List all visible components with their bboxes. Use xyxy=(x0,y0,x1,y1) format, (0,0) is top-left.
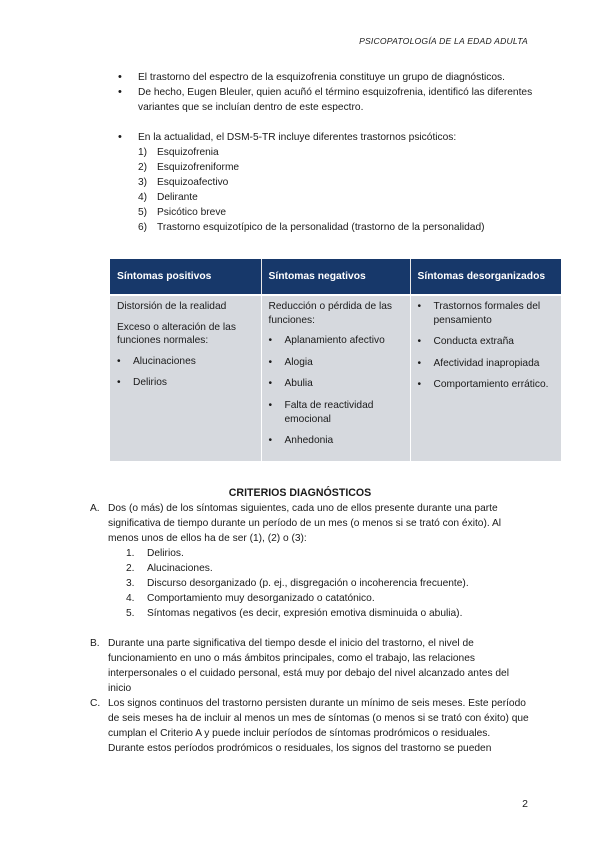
table-header-cell: Síntomas positivos xyxy=(110,259,261,295)
table-row xyxy=(110,295,561,461)
table-header-cell: Síntomas negativos xyxy=(261,259,410,295)
list-item: 3) Esquizoafectivo xyxy=(138,177,229,188)
list-item: • Trastornos formales del pensamiento xyxy=(418,300,555,327)
list-item: • Aplanamiento afectivo xyxy=(269,334,403,348)
list-item: 3. Discurso desorganizado (p. ej., disgregación o incoherencia frecuente). xyxy=(126,578,469,589)
list-item: • Alucinaciones xyxy=(117,355,254,369)
cell-text: Exceso o alteración de las funciones normales: xyxy=(117,321,236,347)
cell-text: Reducción o pérdida de las funciones: xyxy=(268,301,392,326)
list-item: 5. Síntomas negativos (es decir, expresión emotiva disminuida o abulia). xyxy=(126,608,463,619)
list-item: • Conducta extraña xyxy=(418,335,555,349)
list-item: 4. Comportamiento muy desorganizado o catatónico. xyxy=(126,593,375,604)
table-header-row xyxy=(110,259,561,295)
page-header: PSICOPATOLOGÍA DE LA EDAD ADULTA xyxy=(359,36,528,46)
symptoms-table xyxy=(110,259,561,461)
table-header-cell: Síntomas desorganizados xyxy=(410,259,561,295)
intro-bullet: • El trastorno del espectro de la esquizofrenia constituye un grupo de diagnósticos. xyxy=(118,70,538,85)
criterion-c-continuation: Durante estos períodos prodrómicos o residuales, los signos del trastorno se pueden xyxy=(108,743,492,754)
criterion-a: A. Dos (o más) de los síntomas siguientes, cada uno de ellos presente durante una parte significativa de tiempo durante un período de un mes (o menos si se trató con éxito). Al menos unos de ellos ha de ser (1), (2) o (3): 1. Delirios. 2. Alucinaciones. 3. Discurso desorganizado (p. ej., disgregación o incoherencia frecuente). 4. Comportamiento muy desorganizado o catatónico. 5. Síntomas negativos (es decir, expresión emotiva disminuida o abulia). xyxy=(90,501,530,621)
list-item: • Alogia xyxy=(269,356,403,370)
list-item: • Comportamiento errático. xyxy=(418,378,555,392)
positive-symptoms-cell xyxy=(110,295,261,461)
criterion-a-symptoms xyxy=(108,546,530,621)
negative-symptoms-cell xyxy=(261,295,410,461)
criteria-title: CRITERIOS DIAGNÓSTICOS xyxy=(228,487,372,499)
list-item: 5) Psicótico breve xyxy=(138,207,227,218)
list-item: 2. Alucinaciones. xyxy=(126,563,213,574)
intro-bullet xyxy=(118,130,538,235)
list-item: 1. Delirios. xyxy=(126,548,184,559)
intro-bullet-text: En la actualidad, el DSM-5-TR incluye diferentes trastornos psicóticos: xyxy=(138,132,457,143)
disorders-list xyxy=(138,145,538,235)
criterion-c: C. Los signos continuos del trastorno persisten durante un mínimo de seis meses. Este período de seis meses ha de incluir al menos un mes de síntomas (o menos si se trató con éxito) que cumplan el Criterio A y puede incluir períodos de síntomas prodrómicos o residuales. Durante estos períodos prodrómicos o residuales, los signos del trastorno se pueden xyxy=(90,698,529,754)
cell-text: Distorsión de la realidad xyxy=(117,301,227,312)
list-item: • Delirios xyxy=(117,376,254,390)
criterion-b: B. Durante una parte significativa del tiempo desde el inicio del trastorno, el nivel de funcionamiento en uno o más ámbitos principales, como el trabajo, las relaciones interpersonales o el cuidado personal, está muy por debajo del nivel alcanzado antes del inicio xyxy=(90,638,509,694)
page-number: 2 xyxy=(522,798,528,810)
list-item: • Afectividad inapropiada xyxy=(418,357,555,371)
list-item: 1) Esquizofrenia xyxy=(138,147,219,158)
list-item: 4) Delirante xyxy=(138,192,198,203)
list-item: 6) Trastorno esquizotípico de la personalidad (trastorno de la personalidad) xyxy=(138,222,485,233)
intro-bullets xyxy=(118,70,538,235)
disorganized-symptoms-cell xyxy=(410,295,561,461)
list-item: • Anhedonia xyxy=(269,434,403,448)
list-item: • Falta de reactividad emocional xyxy=(269,399,403,426)
list-item: • Abulia xyxy=(269,377,403,391)
criteria-list xyxy=(90,501,530,756)
list-item: 2) Esquizofreniforme xyxy=(138,162,240,173)
intro-bullet: • De hecho, Eugen Bleuler, quien acuñó el término esquizofrenia, identificó las diferentes variantes que se incluían dentro de este espectro. xyxy=(118,85,538,115)
